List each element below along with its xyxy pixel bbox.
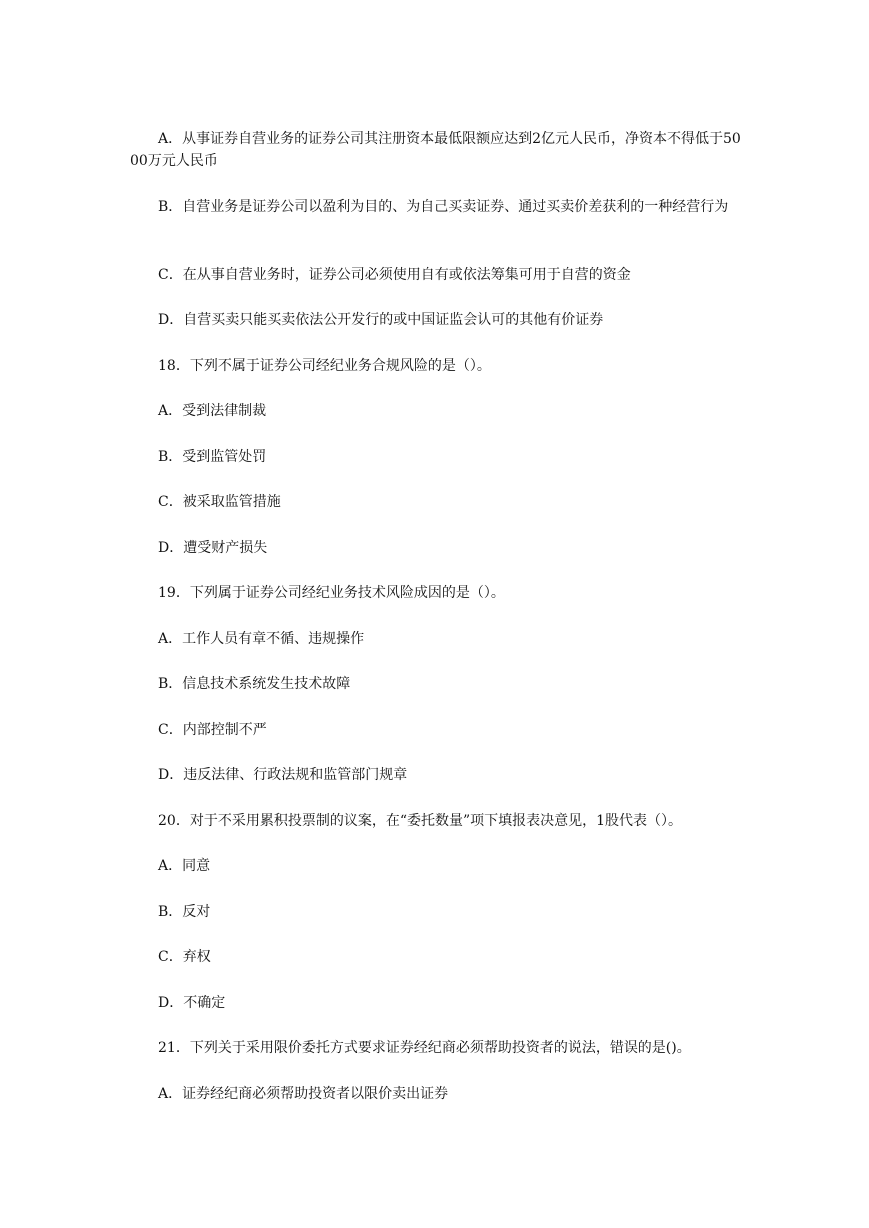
option-21a: A．证券经纪商必须帮助投资者以限价卖出证券: [158, 1086, 449, 1102]
question-18: 18．下列不属于证券公司经纪业务合规风险的是（）。: [158, 358, 491, 374]
option-20a: A．同意: [158, 858, 211, 874]
option-17b: B．自营业务是证券公司以盈利为目的、为自己买卖证券、通过买卖价差获利的一种经营行为: [158, 199, 729, 215]
option-19c: C．内部控制不严: [158, 722, 267, 738]
option-18d: D．遭受财产损失: [158, 540, 268, 556]
option-20b: B．反对: [158, 904, 211, 920]
option-18a: A．受到法律制裁: [158, 403, 267, 419]
option-19d: D．违反法律、行政法规和监管部门规章: [158, 767, 408, 783]
option-20d: D．不确定: [158, 995, 226, 1011]
option-19a: A．工作人员有章不循、违规操作: [158, 631, 365, 647]
option-19b: B．信息技术系统发生技术故障: [158, 676, 351, 692]
option-18b: B．受到监管处罚: [158, 449, 267, 465]
option-17a: A．从事证券自营业务的证券公司其注册资本最低限额应达到2亿元人民币，净资本不得低于5000万元人民币: [130, 131, 741, 169]
option-20c: C．弃权: [158, 949, 211, 965]
option-18c: C．被采取监管措施: [158, 494, 281, 510]
option-17d: D．自营买卖只能买卖依法公开发行的或中国证监会认可的其他有价证券: [158, 312, 604, 328]
option-17c: C．在从事自营业务时，证券公司必须使用自有或依法筹集可用于自营的资金: [158, 267, 631, 283]
question-20: 20．对于不采用累积投票制的议案，在“委托数量”项下填报表决意见，1股代表（）。: [158, 813, 683, 829]
question-21: 21．下列关于采用限价委托方式要求证券经纪商必须帮助投资者的说法，错误的是()。: [158, 1040, 691, 1056]
question-19: 19．下列属于证券公司经纪业务技术风险成因的是（）。: [158, 585, 505, 601]
